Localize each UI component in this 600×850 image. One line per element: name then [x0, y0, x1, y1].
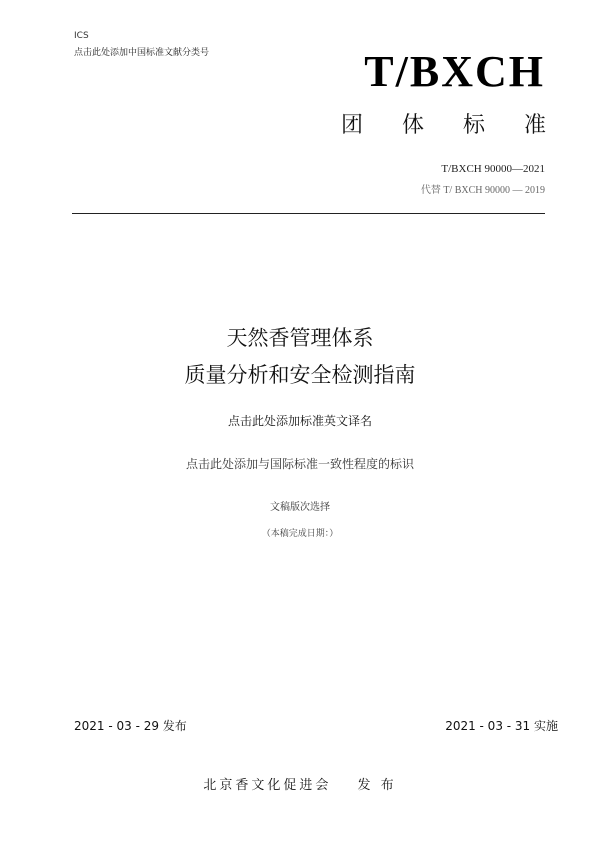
issuer-action: 发 布 — [357, 778, 397, 793]
completion-date[interactable]: （本稿完成日期：） — [261, 529, 339, 539]
issuer-name: 北京香文化促进会 — [203, 778, 332, 793]
classification-placeholder[interactable]: 点击此处添加中国标准文献分类号 — [74, 48, 210, 58]
issuer-line — [0, 774, 600, 793]
title-line-1: 天然香管理体系 — [226, 326, 374, 350]
title-line-2: 质量分析和安全检测指南 — [184, 363, 416, 387]
publish-date: 2021 - 03 - 29 发布 — [74, 719, 187, 733]
english-title-placeholder[interactable]: 点击此处添加标准英文译名 — [227, 414, 372, 428]
replaces-note: 代替 T/ BXCH 90000 — 2019 — [420, 185, 545, 196]
implement-date: 2021 - 03 - 31 实施 — [445, 719, 558, 733]
ics-label: ICS — [74, 31, 89, 41]
draft-stage-select[interactable]: 文稿版次选择 — [270, 502, 330, 513]
header-rule — [72, 213, 545, 214]
consistency-placeholder[interactable]: 点击此处添加与国际标准一致性程度的标识 — [185, 457, 414, 471]
standard-code-mark: T/BXCH — [364, 47, 545, 96]
standard-number: T/BXCH 90000—2021 — [441, 163, 545, 175]
standard-type: 团 体 标 准 — [341, 113, 562, 138]
